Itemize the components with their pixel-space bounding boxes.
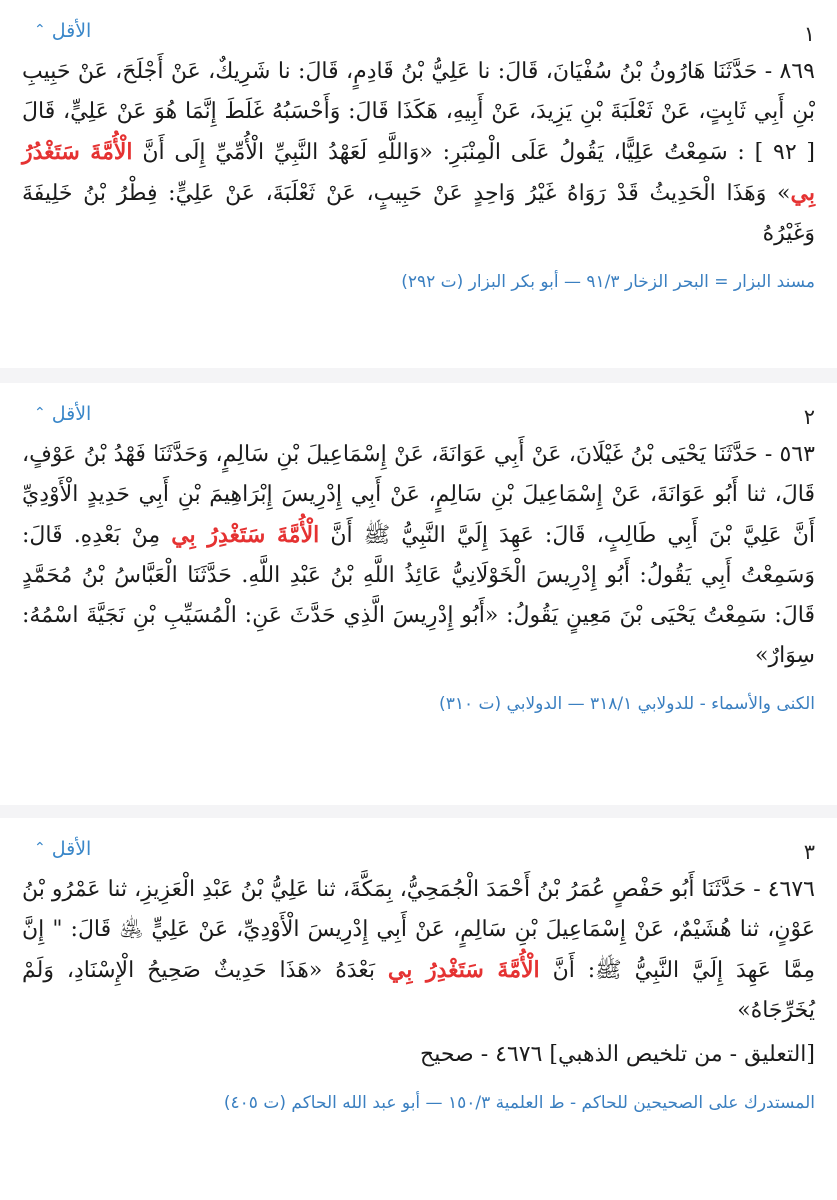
dhahabi-comment: [التعليق - من تلخيص الذهبي] ٤٦٧٦ - صحيح xyxy=(420,1042,815,1067)
hadith-text-before: ٤٦٧٦ - حَدَّثَنَا أَبُو حَفْصٍ عُمَرُ بْنُ أَحْمَدَ الْجُمَحِيُّ، بِمَكَّةَ، ثنا عَلِيُّ بْنُ عَبْدِ الْعَزِيزِ، ثنا عَمْرُو بْنُ عَوْنٍ، ثنا هُشَيْمٌ، عَنْ إِسْمَاعِيلَ بْنِ سَالِمٍ، عَنْ أَبِي إِدْرِيسَ الْأَوْدِيِّ، عَنْ عَلِيٍّ ﵁ قَالَ: " إِنَّ مِمَّا عَهِدَ إِلَيَّ النَّبِيُّ ﷺ: أَنَّ xyxy=(22,877,815,983)
chevron-up-icon: ⌃ xyxy=(34,405,46,421)
search-highlight: الْأُمَّةَ سَتَغْدُرُ بِي xyxy=(22,139,815,206)
result-card-header xyxy=(22,383,815,431)
result-number: ١ xyxy=(803,22,815,46)
collapse-label: الأقل xyxy=(51,403,92,425)
source-link[interactable]: مسند البزار = البحر الزخار ٩١/٣ — أبو بكر البزار (ت ٢٩٢) xyxy=(401,272,815,292)
hadith-text-after: بَعْدَهُ «هَذَا حَدِيثٌ صَحِيحُ الْإِسْنَادِ، وَلَمْ يُخَرِّجَاهُ» xyxy=(22,958,815,1023)
result-card-header xyxy=(22,0,815,48)
collapse-toggle[interactable] xyxy=(34,838,91,860)
chevron-up-icon: ⌃ xyxy=(34,22,46,38)
source-link[interactable]: المستدرك على الصحيحين للحاكم - ط العلمية ١٥٠/٣ — أبو عبد الله الحاكم (ت ٤٠٥) xyxy=(223,1093,815,1113)
hadith-text xyxy=(22,52,815,254)
result-number: ٢ xyxy=(803,405,815,429)
hadith-text xyxy=(22,870,815,1031)
search-highlight: الْأُمَّةَ سَتَغْدِرُ بِي xyxy=(387,957,540,983)
collapse-toggle[interactable] xyxy=(34,20,91,42)
chevron-up-icon: ⌃ xyxy=(34,840,46,856)
hadith-text xyxy=(22,435,815,676)
search-highlight: الْأُمَّةَ سَتَغْدِرُ بِي xyxy=(171,522,320,548)
result-card xyxy=(0,0,837,368)
source-link[interactable]: الكنى والأسماء - للدولابي ٣١٨/١ — الدولابي (ت ٣١٠) xyxy=(439,694,815,714)
hadith-text-before: ٥٦٣ - حَدَّثَنَا يَحْيَى بْنُ غَيْلَانَ، عَنْ أَبِي عَوَانَةَ، عَنْ إِسْمَاعِيلَ بْنِ سَالِمٍ، وَحَدَّثَنَا فَهْدُ بْنُ عَوْفٍ، قَالَ، ثنا أَبُو عَوَانَةَ، عَنْ إِسْمَاعِيلَ بْنِ سَالِمٍ، عَنْ أَبِي إِدْرِيسَ إِبْرَاهِيمَ بْنِ أَبِي حَدِيدٍ الْأَوْدِيِّ أَنَّ عَلِيَّ بْنَ أَبِي طَالِبٍ، قَالَ: عَهِدَ إِلَيَّ النَّبِيُّ ﷺ أَنَّ xyxy=(22,442,815,548)
hadith-text-after: مِنْ بَعْدِهِ. قَالَ: وَسَمِعْتُ أَبِي يَقُولُ: أَبُو إِدْرِيسَ الْخَوْلَانِيُّ عَائِذُ اللَّهِ بْنُ عَبْدِ اللَّهِ. حَدَّثَنَا الْعَبَّاسُ بْنُ مُحَمَّدٍ قَالَ: سَمِعْتُ يَحْيَى بْنَ مَعِينٍ يَقُولُ: «أَبُو إِدْرِيسَ الَّذِي حَدَّثَ عَنِ: الْمُسَيِّبِ بْنِ نَجَيَّةَ اسْمُهُ: سِوَارٌ» xyxy=(22,523,815,668)
hadith-text-before: ٨٦٩ - حَدَّثَنَا هَارُونُ بْنُ سُفْيَانَ، قَالَ: نا عَلِيُّ بْنُ قَادِمٍ، قَالَ: نا شَرِيكٌ، عَنْ أَجْلَحَ، عَنْ حَبِيبِ بْنِ أَبِي ثَابِتٍ، عَنْ ثَعْلَبَةَ بْنِ يَزِيدَ، عَنْ أَبِيهِ، هَكَذَا قَالَ: وَأَحْسَبُهُ غَلَطَ إِنَّمَا هُوَ عَنْ عَلِيٍّ، قَالَ [ ٩٢ ] : سَمِعْتُ عَلِيًّا، يَقُولُ عَلَى الْمِنْبَرِ: «وَاللَّهِ لَعَهْدُ النَّبِيِّ الْأُمِّيِّ إِلَى أَنَّ xyxy=(22,59,816,165)
hadith-text-after: » وَهَذَا الْحَدِيثُ قَدْ رَوَاهُ غَيْرُ وَاحِدٍ عَنْ حَبِيبٍ، عَنْ ثَعْلَبَةَ، عَنْ عَلِيٍّ: فِطْرُ بْنُ خَلِيفَةَ وَغَيْرُهُ xyxy=(22,181,815,246)
collapse-label: الأقل xyxy=(51,838,92,860)
result-card xyxy=(0,383,837,805)
result-card-header xyxy=(22,818,815,866)
collapse-toggle[interactable] xyxy=(34,403,91,425)
collapse-label: الأقل xyxy=(51,20,92,42)
result-number: ٣ xyxy=(803,840,815,864)
result-card xyxy=(0,818,837,1200)
